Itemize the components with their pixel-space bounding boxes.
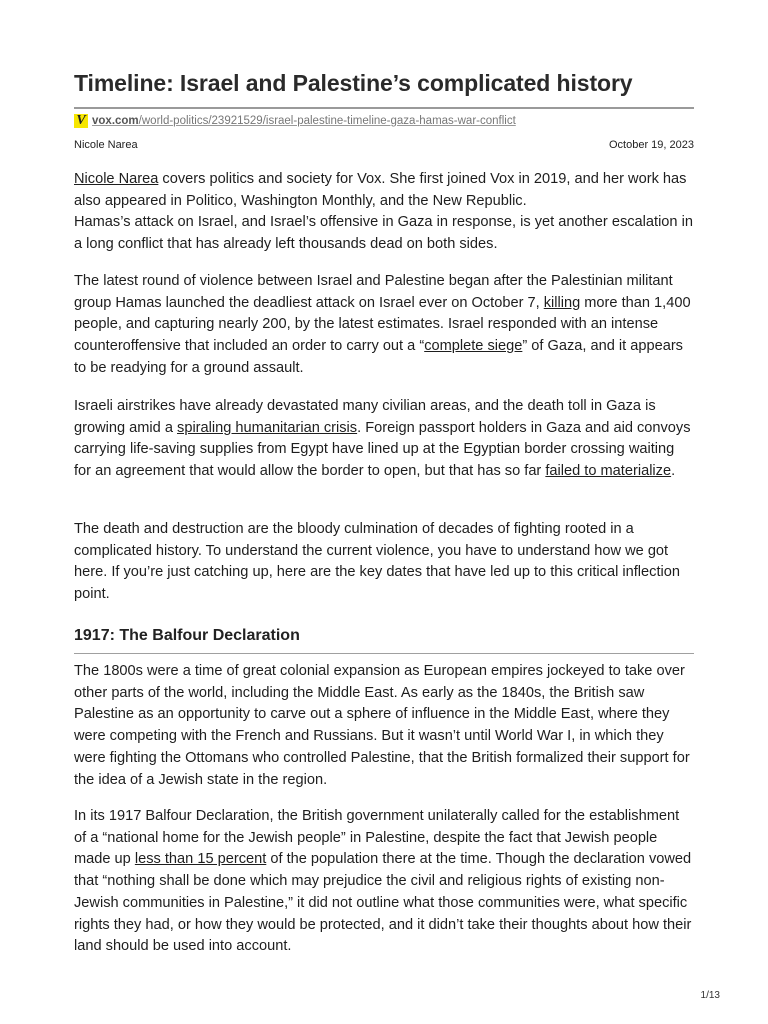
- article-title: Timeline: Israel and Palestine’s complicated history: [74, 70, 633, 96]
- less-than-15-percent-link[interactable]: less than 15 percent: [134, 851, 267, 868]
- paragraph-history: The death and destruction are the bloody culmination of decades of fighting rooted in a complicated history. To understand the current violence, you have to understand how we got here. If you’re just catching up, here are the key dates that have led up to this critical inflection point.: [74, 521, 680, 603]
- paragraph-text: . Foreign passport holders in Gaza and aid convoys carrying life-saving supplies from Egypt have lined up at the Egyptian border crossing waiting for an agreement that would allow the border to open, but that has so far: [74, 419, 691, 480]
- author-bio: [74, 169, 694, 256]
- source-line: [74, 114, 516, 128]
- paragraph-text: ” of Gaza, and it appears to be readying for a ground assault.: [74, 338, 683, 376]
- paragraph-text: more than 1,400 people, and capturing nearly 200, by the latest estimates. Israel responded with an intense counteroffensive that included an order to carry out a “: [74, 294, 691, 355]
- title-divider: [74, 107, 694, 109]
- paragraph-declaration: [74, 806, 694, 958]
- complete-siege-link[interactable]: complete siege: [424, 338, 523, 355]
- source-path: /world-politics/23921529/israel-palestine-timeline-gaza-hamas-war-conflict: [138, 115, 516, 127]
- section-heading-balfour: 1917: The Balfour Declaration: [74, 627, 300, 644]
- publish-date: October 19, 2023: [608, 139, 694, 151]
- bio-text: covers politics and society for Vox. She first joined Vox in 2019, and her work has also appeared in Politico, Washington Monthly, and the New Republic.: [74, 171, 687, 209]
- killing-link[interactable]: killing: [543, 294, 581, 311]
- failed-to-materialize-link[interactable]: failed to materialize: [545, 463, 672, 480]
- humanitarian-crisis-link[interactable]: spiraling humanitarian crisis: [177, 419, 358, 436]
- paragraph-text: of the population there at the time. Though the declaration vowed that “nothing shall be done which may prejudice the civil and religious rights of existing non-Jewish communities in Palestine,” it did not outline what those communities were, what specific rights they had, or how they would be protected, and it didn’t take their thoughts about how their land should be used into account.: [74, 851, 692, 955]
- intro-text: Hamas’s attack on Israel, and Israel’s offensive in Gaza in response, is yet another escalation in a long conflict that has already left thousands dead on both sides.: [74, 214, 693, 253]
- author-name: Nicole Narea: [74, 139, 138, 151]
- source-url-link[interactable]: [92, 115, 516, 127]
- paragraph-text: .: [671, 463, 676, 480]
- source-domain: vox.com: [92, 115, 139, 127]
- paragraph-text: Israeli airstrikes have already devastated many civilian areas, and the death toll in Gaza is growing amid a: [74, 398, 656, 436]
- vox-logo-icon: V: [74, 114, 88, 128]
- paragraph-text: In its 1917 Balfour Declaration, the British government unilaterally called for the establishment of a “national home for the Jewish people” in Palestine, despite the fact that Jewish people made up: [74, 808, 680, 868]
- paragraph-violence: [74, 271, 694, 380]
- paragraph-airstrikes: [74, 396, 694, 483]
- page-number: 1/13: [700, 990, 720, 1001]
- author-link[interactable]: Nicole Narea: [74, 171, 159, 187]
- section-divider: [74, 653, 694, 654]
- paragraph-text: The latest round of violence between Israel and Palestine began after the Palestinian militant group Hamas launched the deadliest attack on Israel ever on October 7,: [74, 273, 673, 311]
- paragraph-colonial: The 1800s were a time of great colonial expansion as European empires jockeyed to take over other parts of the world, including the Middle East. As early as the 1840s, the British saw Palestine as an opportunity to carve out a sphere of influence in the Middle East, where they were competing with the French and Russians. But it wasn’t until World War I, in which they were fighting the Ottomans who controlled Palestine, that the British formalized their support for the idea of a Jewish state in the region.: [74, 663, 690, 788]
